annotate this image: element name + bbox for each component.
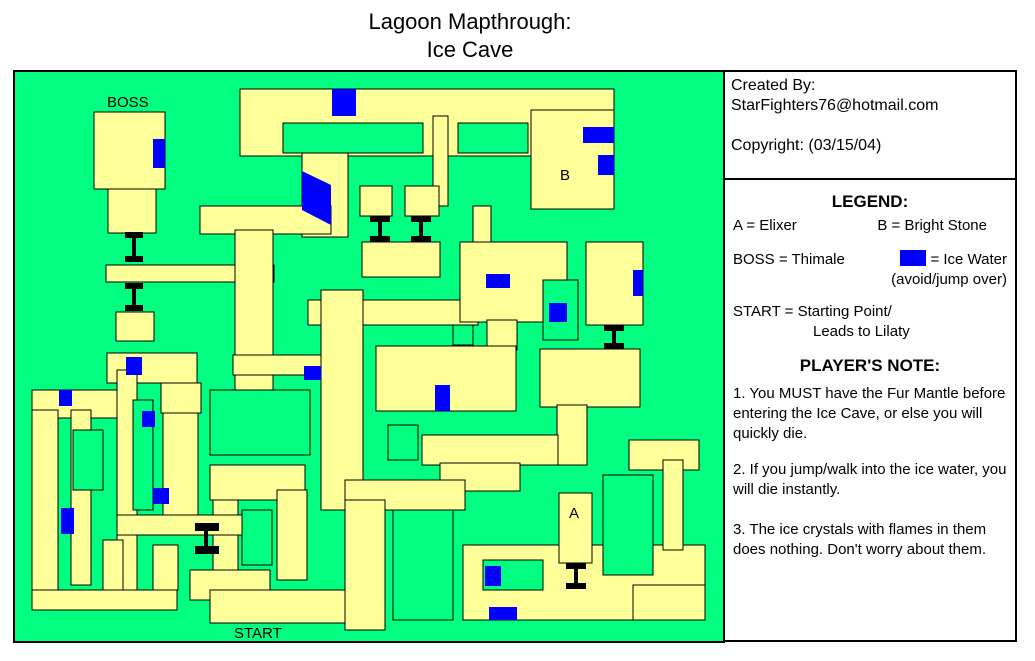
legend-b: B = Bright Stone	[877, 217, 987, 234]
note-2: 2. If you jump/walk into the ice water, you will die instantly.	[733, 461, 1007, 498]
copyright-text: Copyright: (03/15/04)	[731, 137, 882, 154]
page-subtitle: Ice Cave	[426, 37, 514, 62]
credits-panel	[723, 70, 1017, 180]
ice-water-swatch-icon	[900, 250, 926, 266]
legend-start: START = Starting Point/	[733, 303, 892, 320]
legend-ice-note: (avoid/jump over)	[891, 271, 1007, 288]
author-email: StarFighters76@hotmail.com	[731, 97, 939, 114]
elixer-label: A	[569, 505, 580, 522]
legend-boss: BOSS = Thimale	[733, 251, 845, 268]
notes-header: PLAYER'S NOTE:	[799, 356, 941, 375]
page-title: Lagoon Mapthrough:	[368, 9, 572, 34]
note-1: 1. You MUST have the Fur Mantle before entering the Ice Cave, or else you will quickly die.	[733, 385, 1006, 442]
ice-cave-map	[13, 70, 725, 643]
created-by-label: Created By:	[731, 77, 816, 94]
note-3: 3. The ice crystals with flames in them does nothing. Don't worry about them.	[733, 521, 987, 558]
legend-header: LEGEND:	[831, 192, 909, 211]
start-label: START	[234, 625, 282, 642]
boss-label: BOSS	[107, 94, 149, 111]
bright-stone-label: B	[560, 167, 571, 184]
legend-ice: = Ice Water	[930, 251, 1007, 268]
legend-panel	[723, 178, 1017, 642]
legend-a: A = Elixer	[733, 217, 797, 234]
legend-start-note: Leads to Lilaty	[813, 323, 910, 340]
